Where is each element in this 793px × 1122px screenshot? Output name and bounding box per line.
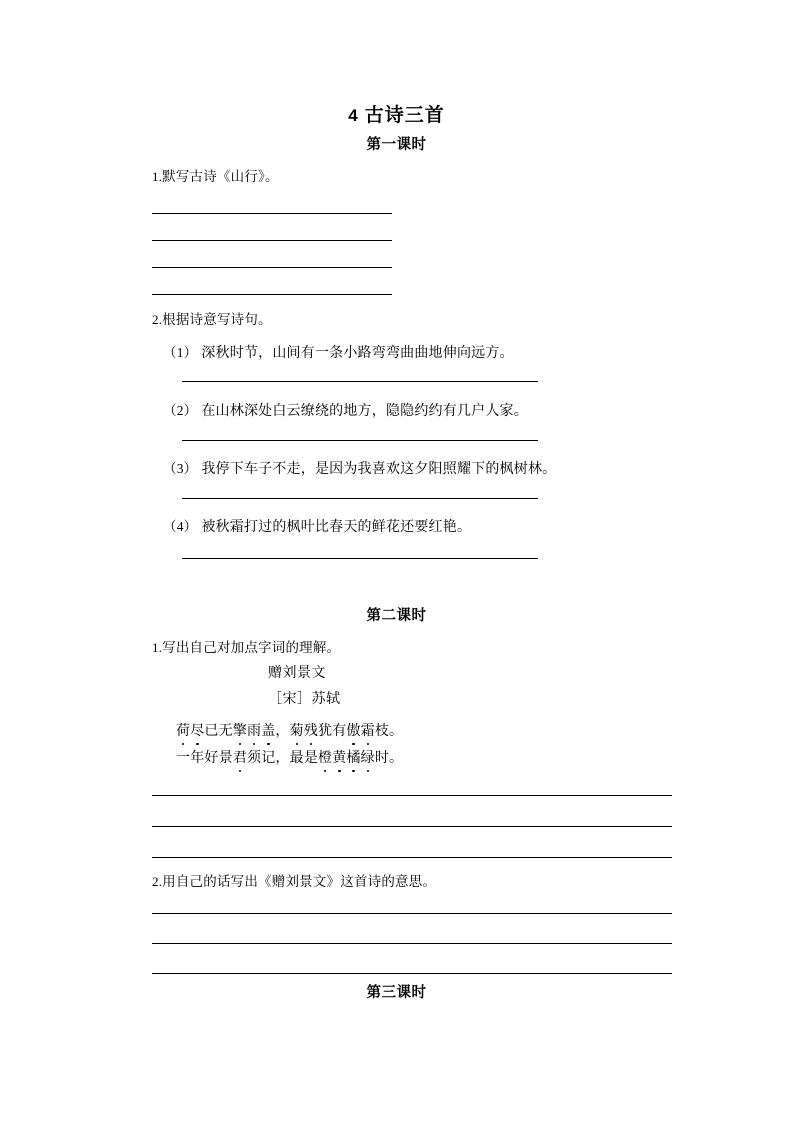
answer-line[interactable]	[152, 973, 672, 974]
poem-character: 最	[289, 749, 304, 765]
poem-character: 景	[218, 749, 233, 765]
poem-character: 须	[247, 749, 262, 765]
poem-character: 有	[332, 722, 347, 738]
question-1-1	[152, 165, 279, 185]
emphasized-character: 菊	[289, 722, 304, 738]
emphasized-character: 橙	[318, 749, 333, 765]
answer-line[interactable]	[152, 795, 672, 796]
question-2-1-number: 1.	[152, 640, 163, 655]
answer-line[interactable]	[152, 943, 672, 944]
emphasized-character: 荷	[176, 722, 191, 738]
poem-character: 无	[218, 722, 233, 738]
answer-line[interactable]	[152, 913, 672, 914]
question-1-2-item-3-text: 我停下车子不走，是因为我喜欢这夕阳照耀下的枫树林。	[201, 460, 557, 476]
emphasized-character: 霜	[360, 722, 375, 738]
question-1-2-item-4-marker: （4）	[163, 519, 198, 534]
session-heading-three: 第三课时	[366, 985, 427, 1001]
question-1-2-item-2	[163, 399, 528, 420]
question-1-2-item-4	[163, 515, 471, 536]
emphasized-character: 残	[303, 722, 319, 738]
poem-character: ，	[275, 722, 290, 738]
poem-author: ［宋］苏轼	[268, 690, 341, 706]
answer-line[interactable]	[152, 826, 672, 827]
question-2-1	[152, 636, 340, 656]
question-1-2-item-1-marker: （1）	[163, 345, 198, 360]
session-heading-one: 第一课时	[366, 137, 427, 153]
answer-line[interactable]	[182, 558, 538, 559]
emphasized-character: 橘	[346, 749, 361, 765]
poem-character: 好	[204, 749, 219, 765]
question-1-2-item-4-text: 被秋霜打过的枫叶比春天的鲜花还要红艳。	[201, 518, 472, 534]
question-1-2-number: 2.	[152, 312, 163, 327]
page-title	[0, 100, 793, 127]
session-heading-two: 第二课时	[366, 608, 427, 624]
question-1-2-item-3	[163, 457, 556, 478]
question-1-2-item-1	[163, 341, 514, 362]
question-1-2-item-2-marker: （2）	[163, 403, 198, 418]
emphasized-character: 君	[232, 749, 248, 765]
page-title-text: 古诗三首	[364, 105, 445, 126]
question-1-2-item-2-text: 在山林深处白云缭绕的地方，隐隐约约有几户人家。	[201, 402, 528, 418]
answer-line[interactable]	[182, 498, 538, 499]
answer-line[interactable]	[152, 213, 392, 214]
poem-character: 是	[303, 749, 319, 765]
poem-character: 。	[389, 749, 404, 765]
answer-line[interactable]	[182, 440, 538, 441]
poem-character: 一	[176, 749, 191, 765]
question-2-1-text: 写出自己对加点字词的理解。	[162, 640, 341, 655]
poem-character: 时	[374, 749, 390, 765]
page-title-number: 4	[348, 106, 359, 125]
emphasized-character: 傲	[346, 722, 361, 738]
poem-character: 已	[204, 722, 219, 738]
answer-line[interactable]	[182, 381, 538, 382]
question-1-2-text: 根据诗意写诗句。	[162, 312, 272, 327]
question-1-2-item-1-text: 深秋时节，山间有一条小路弯弯曲曲地伸向远方。	[201, 344, 514, 360]
poem-character: 年	[190, 749, 205, 765]
poem-line-1	[176, 720, 403, 740]
question-1-2	[152, 308, 272, 328]
poem-character: 犹	[318, 722, 333, 738]
question-1-1-number: 1.	[152, 169, 163, 184]
answer-line[interactable]	[152, 267, 392, 268]
emphasized-character: 盖	[261, 722, 276, 738]
emphasized-character: 雨	[247, 722, 262, 738]
emphasized-character: 尽	[190, 722, 205, 738]
emphasized-character: 擎	[232, 722, 248, 738]
poem-character: 。	[389, 722, 404, 738]
emphasized-character: 绿	[360, 749, 375, 765]
answer-line[interactable]	[152, 294, 392, 295]
poem-title: 赠刘景文	[268, 664, 326, 680]
question-1-2-item-3-marker: （3）	[163, 461, 198, 476]
poem-character: 记	[261, 749, 276, 765]
answer-line[interactable]	[152, 240, 392, 241]
poem-character: 枝	[374, 722, 390, 738]
question-1-1-text: 默写古诗《山行》。	[162, 169, 279, 184]
question-2-2-number: 2.	[152, 874, 163, 889]
poem-line-2	[176, 747, 403, 767]
emphasized-character: 黄	[332, 749, 347, 765]
poem-character: ，	[275, 749, 290, 765]
question-2-2	[152, 870, 436, 890]
question-2-2-text: 用自己的话写出《赠刘景文》这首诗的意思。	[162, 874, 437, 889]
answer-line[interactable]	[152, 857, 672, 858]
